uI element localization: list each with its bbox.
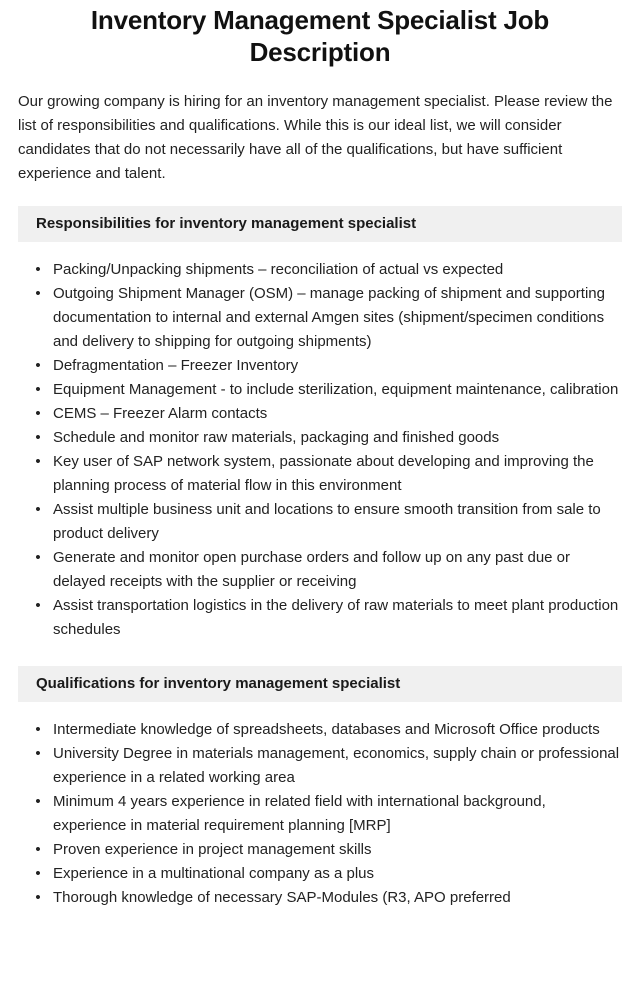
list-item: • Intermediate knowledge of spreadsheets, databases and Microsoft Office products [18,718,622,742]
list-item: • CEMS – Freezer Alarm contacts [18,402,622,426]
responsibilities-heading: Responsibilities for inventory management specialist [18,206,622,242]
list-item: • Outgoing Shipment Manager (OSM) – manage packing of shipment and supporting documentation to internal and external Amgen sites (shipment/specimen conditions and delivery to shipping for outgoing shipments) [18,282,622,354]
bullet-icon: • [35,357,41,374]
responsibilities-list [18,258,622,642]
bullet-icon: • [35,453,41,470]
bullet-icon: • [35,429,41,446]
list-item: • Key user of SAP network system, passionate about developing and improving the planning process of material flow in this environment [18,450,622,498]
bullet-icon: • [35,261,41,278]
list-item: • Schedule and monitor raw materials, packaging and finished goods [18,426,622,450]
list-item: • Experience in a multinational company as a plus [18,862,622,886]
bullet-icon: • [35,721,41,738]
list-item: • Packing/Unpacking shipments – reconciliation of actual vs expected [18,258,622,282]
qualifications-heading: Qualifications for inventory management specialist [18,666,622,702]
list-item: • Minimum 4 years experience in related field with international background, experience in material requirement planning [MRP] [18,790,622,838]
bullet-icon: • [35,285,41,302]
bullet-icon: • [35,381,41,398]
bullet-icon: • [35,549,41,566]
list-item: • Assist multiple business unit and locations to ensure smooth transition from sale to product delivery [18,498,622,546]
list-item: • Generate and monitor open purchase orders and follow up on any past due or delayed receipts with the supplier or receiving [18,546,622,594]
bullet-icon: • [35,889,41,906]
list-item: • Equipment Management - to include sterilization, equipment maintenance, calibration [18,378,622,402]
list-item: • University Degree in materials management, economics, supply chain or professional experience in a related working area [18,742,622,790]
page-title: Inventory Management Specialist Job Description [90,5,550,67]
list-item: • Thorough knowledge of necessary SAP-Modules (R3, APO preferred [18,886,622,910]
bullet-icon: • [35,501,41,518]
intro-paragraph: Our growing company is hiring for an inventory management specialist. Please review the list of responsibilities and qualifications. While this is our ideal list, we will consider candidates that do not necessarily have all of the qualifications, but have sufficient experience and talent. [18,93,613,182]
bullet-icon: • [35,745,41,762]
list-item: • Assist transportation logistics in the delivery of raw materials to meet plant production schedules [18,594,622,642]
bullet-icon: • [35,865,41,882]
bullet-icon: • [35,793,41,810]
bullet-icon: • [35,841,41,858]
bullet-icon: • [35,405,41,422]
list-item: • Defragmentation – Freezer Inventory [18,354,622,378]
list-item: • Proven experience in project management skills [18,838,622,862]
qualifications-list [18,718,622,910]
bullet-icon: • [35,597,41,614]
